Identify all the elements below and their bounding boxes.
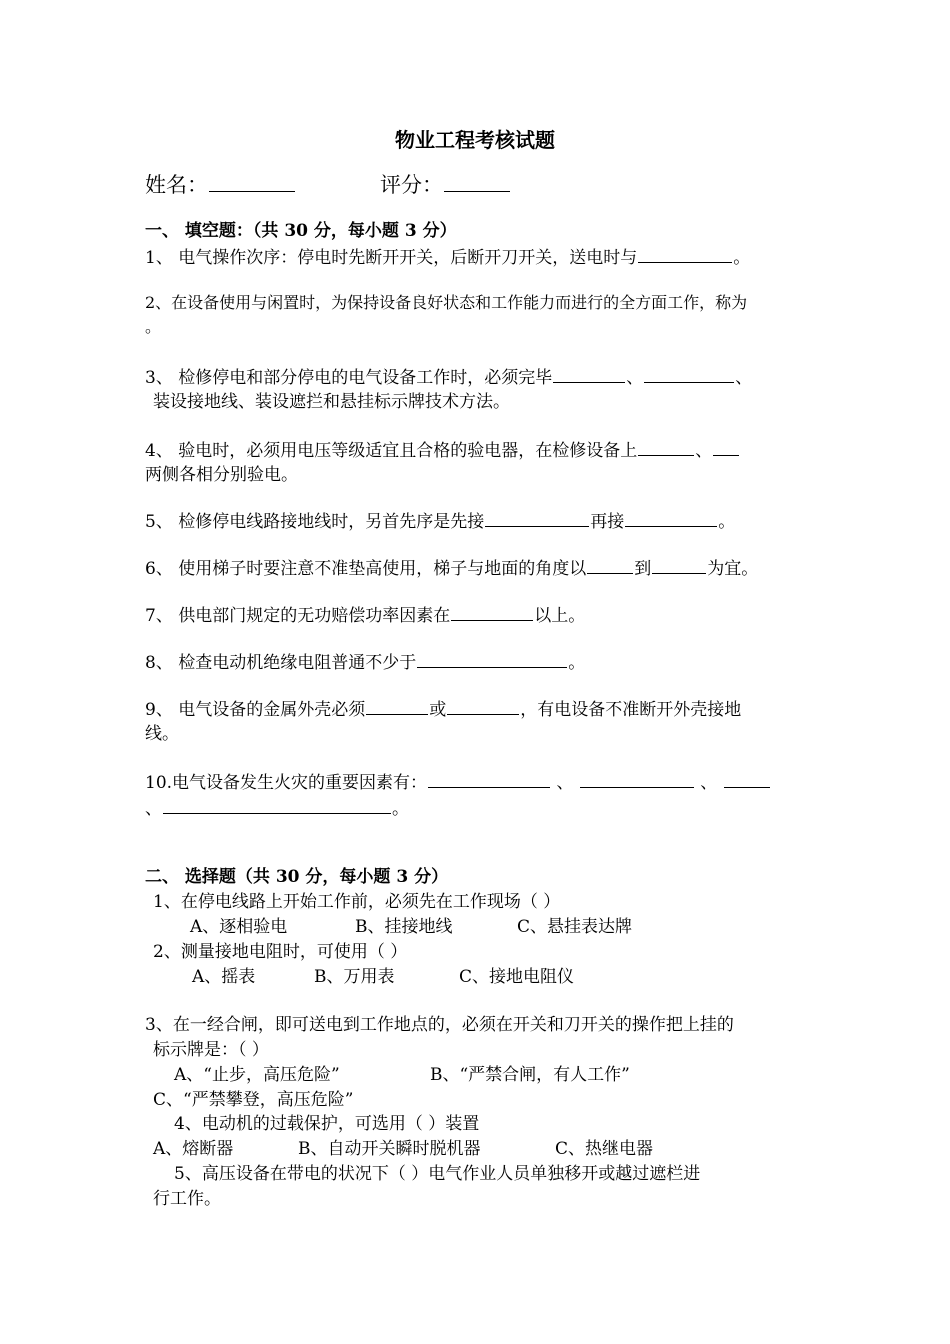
q9-mid: 或: [429, 700, 447, 720]
choice-q3-option-a[interactable]: A、“止步，高压危险”: [174, 1065, 340, 1085]
q3-text: 3、 检修停电和部分停电的电气设备工作时，必须完毕: [145, 368, 553, 388]
choice-q4-option-a[interactable]: A、熔断器: [153, 1139, 234, 1159]
choice-q1-option-c[interactable]: C、悬挂表达牌: [517, 917, 633, 937]
question-4-line2: 两侧各相分别验电。: [145, 465, 298, 485]
page-title: 物业工程考核试题: [395, 128, 555, 152]
q10-sep-1: 、: [556, 773, 574, 793]
choice-q2: 2、测量接地电阻时，可使用（ ）: [153, 942, 408, 962]
q4-sep: 、: [695, 441, 713, 461]
question-1: [145, 246, 750, 269]
q10-blank-1[interactable]: [428, 771, 550, 788]
q7-text: 7、 供电部门规定的无功赔偿功率因素在: [145, 606, 451, 626]
section1-heading: 一、 填空题：（共 30 分，每小题 3 分）: [145, 221, 457, 241]
q10-text: 10.电气设备发生火灾的重要因素有：: [145, 773, 428, 793]
score-field: [380, 172, 511, 198]
q5-mid: 再接: [590, 512, 625, 532]
q9-end: ，有电设备不准断开外壳接地: [520, 700, 742, 720]
q10-end: 。: [392, 799, 409, 819]
choice-q5: 5、高压设备在带电的状况下（ ）电气作业人员单独移开或越过遮栏进: [174, 1164, 701, 1184]
q6-blank-1[interactable]: [587, 557, 633, 574]
q3-sep-2: 、: [735, 368, 753, 388]
q6-end: 为宜。: [707, 559, 759, 579]
choice-q1-option-a[interactable]: A、逐相验电: [190, 917, 288, 937]
q5-text: 5、 检修停电线路接地线时，另首先序是先接: [145, 512, 485, 532]
question-3: [145, 366, 752, 389]
q6-blank-2[interactable]: [652, 557, 706, 574]
choice-q4: 4、电动机的过载保护，可选用（ ）装置: [174, 1114, 480, 1134]
question-4: [145, 439, 740, 462]
question-10: [145, 771, 771, 794]
q9-text: 9、 电气设备的金属外壳必须: [145, 700, 366, 720]
q5-end: 。: [718, 512, 736, 532]
q6-mid: 到: [634, 559, 652, 579]
choice-q3-option-c[interactable]: C、“严禁攀登，高压危险”: [153, 1090, 354, 1110]
q4-blank-2[interactable]: [713, 439, 739, 456]
choice-q2-option-a[interactable]: A、摇表: [192, 967, 256, 987]
question-10-line2: [145, 797, 409, 820]
choice-q4-option-b[interactable]: B、自动开关瞬时脱机器: [298, 1139, 481, 1159]
name-field: [145, 172, 296, 198]
q1-end: 。: [733, 248, 751, 268]
question-7: [145, 604, 585, 627]
q3-sep-1: 、: [626, 368, 644, 388]
question-6: [145, 557, 758, 580]
choice-q2-option-c[interactable]: C、接地电阻仪: [459, 967, 575, 987]
q8-blank[interactable]: [417, 651, 567, 668]
section2-heading: 二、 选择题（共 30 分，每小题 3 分）: [145, 867, 449, 887]
choice-q3-option-b[interactable]: B、“严禁合闸，有人工作”: [430, 1065, 630, 1085]
q10-blank-3[interactable]: [724, 771, 770, 788]
q9-blank-1[interactable]: [366, 698, 428, 715]
choice-q1-option-b[interactable]: B、挂接地线: [355, 917, 453, 937]
q1-text: 1、 电气操作次序：停电时先断开开关，后断开刀开关，送电时与: [145, 248, 638, 268]
q5-blank-2[interactable]: [625, 510, 717, 527]
question-2: 2、在设备使用与闲置时，为保持设备良好状态和工作能力而进行的全方面工作，称为: [145, 293, 748, 312]
question-9-line2: 线。: [145, 724, 179, 744]
question-2-line2: 。: [145, 317, 162, 336]
q3-blank-1[interactable]: [553, 366, 625, 383]
q10-sep-3: 、: [145, 799, 162, 819]
score-blank[interactable]: [444, 173, 510, 192]
choice-q3-line2: 标示牌是：（ ）: [153, 1040, 269, 1060]
question-8: [145, 651, 585, 674]
q4-text: 4、 验电时，必须用电压等级适宜且合格的验电器，在检修设备上: [145, 441, 638, 461]
choice-q1: 1、在停电线路上开始工作前，必须先在工作现场（ ）: [153, 892, 561, 912]
choice-q5-line2: 行工作。: [153, 1189, 221, 1209]
q1-blank[interactable]: [638, 246, 732, 263]
choice-q2-option-b[interactable]: B、万用表: [314, 967, 395, 987]
q9-blank-2[interactable]: [447, 698, 519, 715]
q3-blank-2[interactable]: [644, 366, 734, 383]
q6-text: 6、 使用梯子时要注意不准垫高使用，梯子与地面的角度以: [145, 559, 587, 579]
name-label: 姓名：: [145, 173, 208, 197]
question-3-line2: 装设接地线、装设遮拦和悬挂标示牌技术方法。: [153, 392, 510, 412]
name-blank[interactable]: [209, 173, 295, 192]
choice-q3: 3、在一经合闸，即可送电到工作地点的，必须在开关和刀开关的操作把上挂的: [145, 1015, 734, 1035]
q7-end: 以上。: [534, 606, 586, 626]
score-label: 评分：: [380, 173, 443, 197]
q10-blank-4[interactable]: [163, 797, 391, 814]
q5-blank-1[interactable]: [485, 510, 589, 527]
q4-blank-1[interactable]: [638, 439, 694, 456]
q10-sep-2: 、: [700, 773, 718, 793]
q8-end: 。: [568, 653, 586, 673]
choice-q4-option-c[interactable]: C、热继电器: [555, 1139, 654, 1159]
question-9: [145, 698, 741, 721]
q7-blank[interactable]: [451, 604, 533, 621]
q8-text: 8、 检查电动机绝缘电阻普通不少于: [145, 653, 417, 673]
q10-blank-2[interactable]: [580, 771, 694, 788]
question-5: [145, 510, 735, 533]
